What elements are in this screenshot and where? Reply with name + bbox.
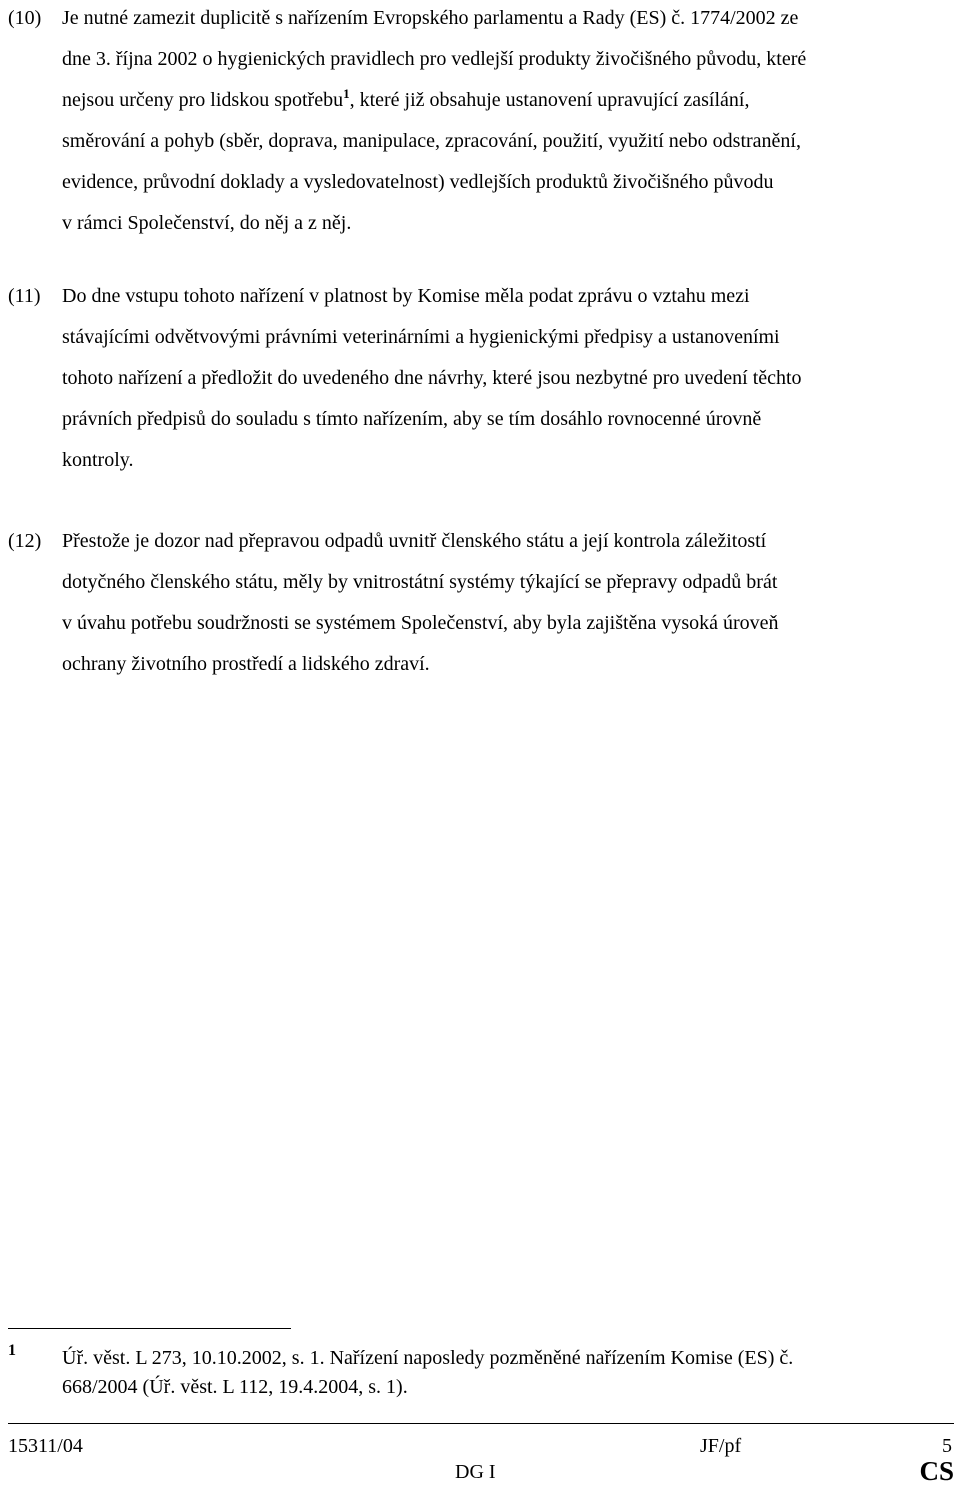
recital-12: [0, 521, 950, 685]
recital-number: (10): [8, 7, 42, 29]
footnote-reference[interactable]: 1: [343, 86, 350, 101]
text-line: v úvahu potřebu soudržnosti se systémem Společenství, aby byla zajištěna vysoká úroveň: [62, 612, 779, 634]
recital-number: (11): [8, 285, 41, 307]
text-line: v rámci Společenství, do něj a z něj.: [62, 212, 352, 234]
text-line: dotyčného členského státu, měly by vnitrostátní systémy týkající se přepravy odpadů brát: [62, 571, 778, 593]
footnote-line: 668/2004 (Úř. věst. L 112, 19.4.2004, s. 1).: [62, 1376, 408, 1398]
recital-number: (12): [8, 530, 42, 552]
text-segment: nejsou určeny pro lidskou spotřebu: [62, 89, 344, 111]
text-line: směrování a pohyb (sběr, doprava, manipulace, zpracování, použití, využití nebo odstranění,: [62, 130, 801, 152]
text-line: Do dne vstupu tohoto nařízení v platnost by Komise měla podat zprávu o vztahu mezi: [62, 285, 750, 307]
author-initials: JF/pf: [700, 1435, 742, 1457]
recital-text: [62, 0, 950, 244]
page-number: 5: [942, 1435, 952, 1457]
text-line: ochrany životního prostředí a lidského zdraví.: [62, 653, 430, 675]
text-line: [62, 80, 950, 121]
recital-11: [0, 276, 950, 481]
recital-10: [0, 0, 950, 244]
recital-text: [62, 276, 950, 481]
text-line: Přestože je dozor nad přepravou odpadů uvnitř členského státu a její kontrola záležitostí: [62, 530, 767, 552]
footnote-text: [62, 1344, 793, 1402]
text-line: tohoto nařízení a předložit do uvedeného dne návrhy, které jsou nezbytné pro uvedení těchto: [62, 367, 802, 389]
footer-separator: [8, 1423, 954, 1424]
text-line: evidence, průvodní doklady a vysledovatelnost) vedlejších produktů živočišného původu: [62, 171, 774, 193]
footnote-line: Úř. věst. L 273, 10.10.2002, s. 1. Nařízení naposledy pozměněné nařízením Komise (ES) č.: [62, 1347, 794, 1369]
text-line: dne 3. října 2002 o hygienických pravidlech pro vedlejší produkty živočišného původu, které: [62, 48, 807, 70]
text-line: právních předpisů do souladu s tímto nařízením, aby se tím dosáhlo rovnocenné úrovně: [62, 408, 762, 430]
text-line: kontroly.: [62, 449, 134, 471]
text-segment: , které již obsahuje ustanovení upravující zasílání,: [349, 89, 750, 111]
text-line: stávajícími odvětvovými právními veterinárními a hygienickými předpisy a ustanoveními: [62, 326, 780, 348]
document-number: 15311/04: [8, 1435, 83, 1457]
footnote-mark: 1: [8, 1342, 16, 1359]
directorate-general: DG I: [455, 1461, 496, 1483]
language-code: CS: [919, 1456, 954, 1486]
footnote-separator: [8, 1328, 291, 1329]
recital-text: [62, 521, 950, 685]
text-line: Je nutné zamezit duplicitě s nařízením Evropského parlamentu a Rady (ES) č. 1774/2002 ze: [62, 7, 799, 29]
